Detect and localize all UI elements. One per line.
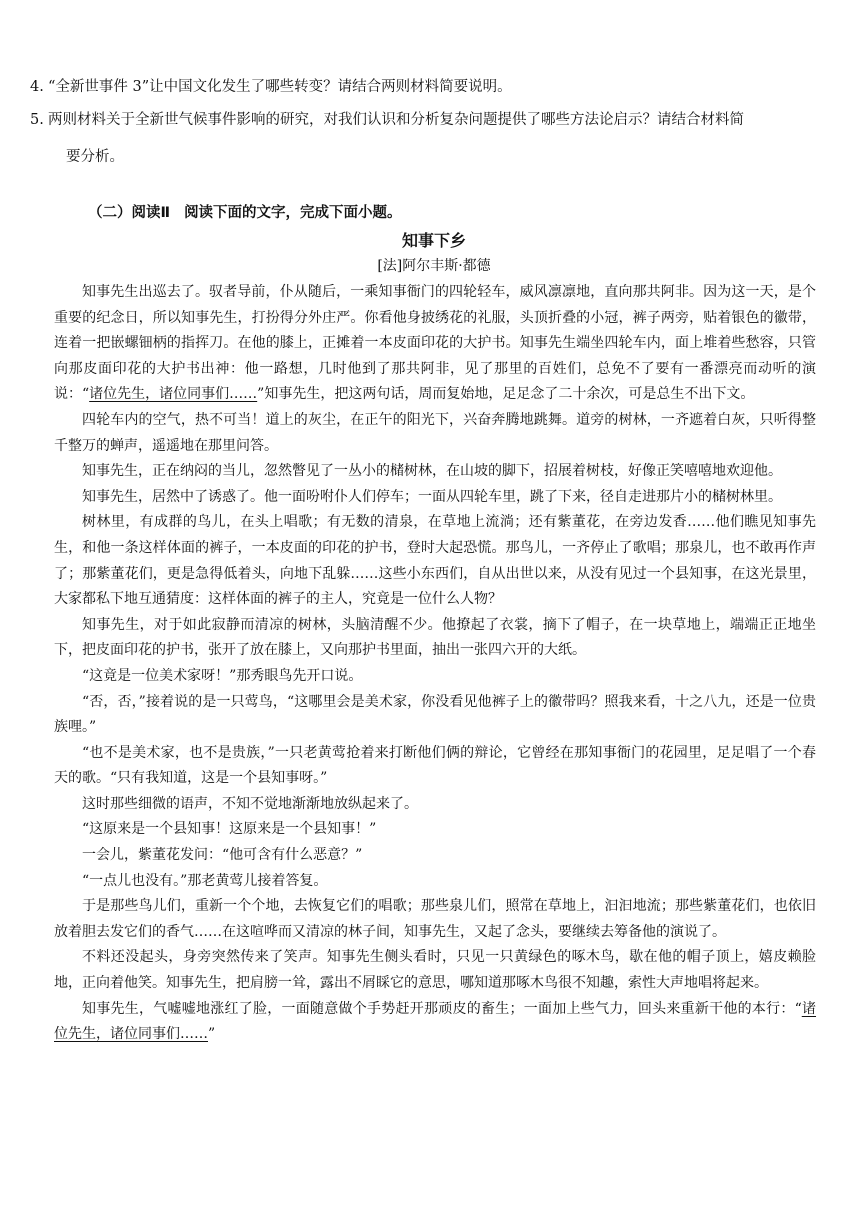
paragraph-text: ” — [208, 1026, 216, 1043]
paragraph: 知事先生，正在纳闷的当儿，忽然瞥见了一丛小的槠树林，在山坡的脚下，招展着树枝，好像正笑嘻嘻地欢迎他。 — [82, 463, 782, 480]
underlined-quote: 诸位先生，诸位同事们…… — [89, 386, 258, 403]
paragraph-text: 知事先生，气嘘嘘地涨红了脸，一面随意做个手势赶开那顽皮的畜生；一面加上些气力，回头来重新干他的本行：“ — [82, 1000, 802, 1017]
paragraph: “也不是美术家，也不是贵族，”一只老黄莺抢着来打断他们俩的辩论，它曾经在那知事衙门的花园里，足足唱了一个春天的歌。“只有我知道，这是一个县知事呀。” — [54, 744, 816, 787]
paragraph-text: ”知事先生，把这两句话，周而复始地，足足念了二十余次，可是总生不出下文。 — [257, 386, 755, 403]
paragraph: “这原来是一个县知事！这原来是一个县知事！” — [82, 821, 377, 838]
paragraph-text: 知事先生出巡去了。驭者导前，仆从随后，一乘知事衙门的四轮轻车，威风凛凛地，直向那共阿非。因为这一天，是个重要的纪念日，所以知事先生，打扮得分外庄严。你看他身披绣花的礼服，头顶折叠的小冠，裤子两旁，贴着银色的徽带，连着一把嵌螺钿柄的指挥刀。在他的膝上，正摊着一本皮面印花的大护书。知事先生端坐四轮车内，面上堆着些愁容，只管向那皮面印花的大护书出神：他一路想，几时他到了那共阿非，见了那里的百姓们，总免不了要有一番漂亮而动听的演说：“ — [54, 284, 816, 403]
question-text: “全新世事件 3”让中国文化发生了哪些转变？请结合两则材料简要说明。 — [48, 79, 512, 95]
article-title: 知事下乡 — [401, 231, 466, 250]
question-text-continued: 要分析。 — [66, 149, 124, 165]
underlined-quote: 诸位先生，诸位同事们…… — [54, 1000, 817, 1043]
question-5 — [30, 110, 820, 167]
question-text: 两则材料关于全新世气候事件影响的研究，对我们认识和分析复杂问题提供了哪些方法论启示？请结合材料简 — [48, 112, 744, 128]
paragraph: 不料还没起头，身旁突然传来了笑声。知事先生侧头看时，只见一只黄绿色的啄木鸟，歇在他的帽子顶上，嬉皮赖脸地，正向着他笑。知事先生，把肩膀一耸，露出不屑睬它的意思，哪知道那啄木鸟很不知趣，索性大声地唱将起来。 — [54, 949, 816, 992]
question-number: 4. — [30, 79, 44, 95]
paragraph — [54, 997, 816, 1048]
question-4 — [30, 77, 820, 97]
article-author: [法]阿尔丰斯·都德 — [377, 258, 491, 274]
paragraph: “一点儿也没有。”那老黄莺儿接着答复。 — [82, 872, 328, 889]
section-heading — [88, 201, 402, 222]
paragraph: 四轮车内的空气，热不可当！道上的灰尘，在正午的阳光下，兴奋奔腾地跳舞。道旁的树林，一齐遮着白灰，只听得整千整万的蝉声，遥遥地在那里问答。 — [54, 411, 816, 454]
question-number: 5. — [30, 112, 44, 128]
paragraph: 于是那些鸟儿们，重新一个个地，去恢复它们的唱歌；那些泉儿们，照常在草地上，汩汩地流；那些紫董花们，也依旧放着胆去发它们的香气……在这喧哗而又清凉的林子间，知事先生，又起了念头，要继续去筹备他的演说了。 — [54, 898, 816, 940]
paragraph: “这竟是一位美术家呀！”那秀眼鸟先开口说。 — [82, 667, 363, 684]
section-instruction: 阅读下面的文字，完成下面小题。 — [184, 205, 402, 221]
paragraph: 知事先生，对于如此寂静而清凉的树林，头脑清醒不少。他撩起了衣裳，摘下了帽子，在一块草地上，端端正正地坐下，把皮面印花的护书，张开了放在膝上，又向那护书里面，抽出一张四六开的大纸。 — [54, 616, 816, 659]
section-label: （二）阅读Ⅱ — [88, 205, 171, 221]
paragraph: 知事先生，居然中了诱惑了。他一面吩咐仆人们停车；一面从四轮车里，跳了下来，径自走进那片小的槠树林里。 — [82, 488, 782, 505]
paragraph: “否，否，”接着说的是一只莺鸟，“这哪里会是美术家，你没看见他裤子上的徽带吗？照我来看，十之八九，还是一位贵族哩。” — [54, 693, 816, 736]
article-body — [54, 280, 816, 1048]
paragraph: 树林里，有成群的鸟儿，在头上唱歌；有无数的清泉，在草地上流淌；还有紫董花，在旁边发香……他们瞧见知事先生，和他一条这样体面的裤子，一本皮面的印花的护书，登时大起恐慌。那鸟儿，一齐停止了歌唱；那泉儿，也不敢再作声了；那紫董花们，更是急得低着头，向地下乱躲……这些小东西们，自从出世以来，从没有见过一个县知事，在这光景里，大家都私下地互通猜度：这样体面的裤子的主人，究竟是一位什么人物？ — [54, 514, 816, 608]
paragraph: 这时那些细微的语声，不知不觉地渐渐地放纵起来了。 — [82, 795, 418, 812]
paragraph — [54, 280, 816, 408]
paragraph: 一会儿，紫董花发问：“他可含有什么恶意？” — [82, 847, 363, 864]
